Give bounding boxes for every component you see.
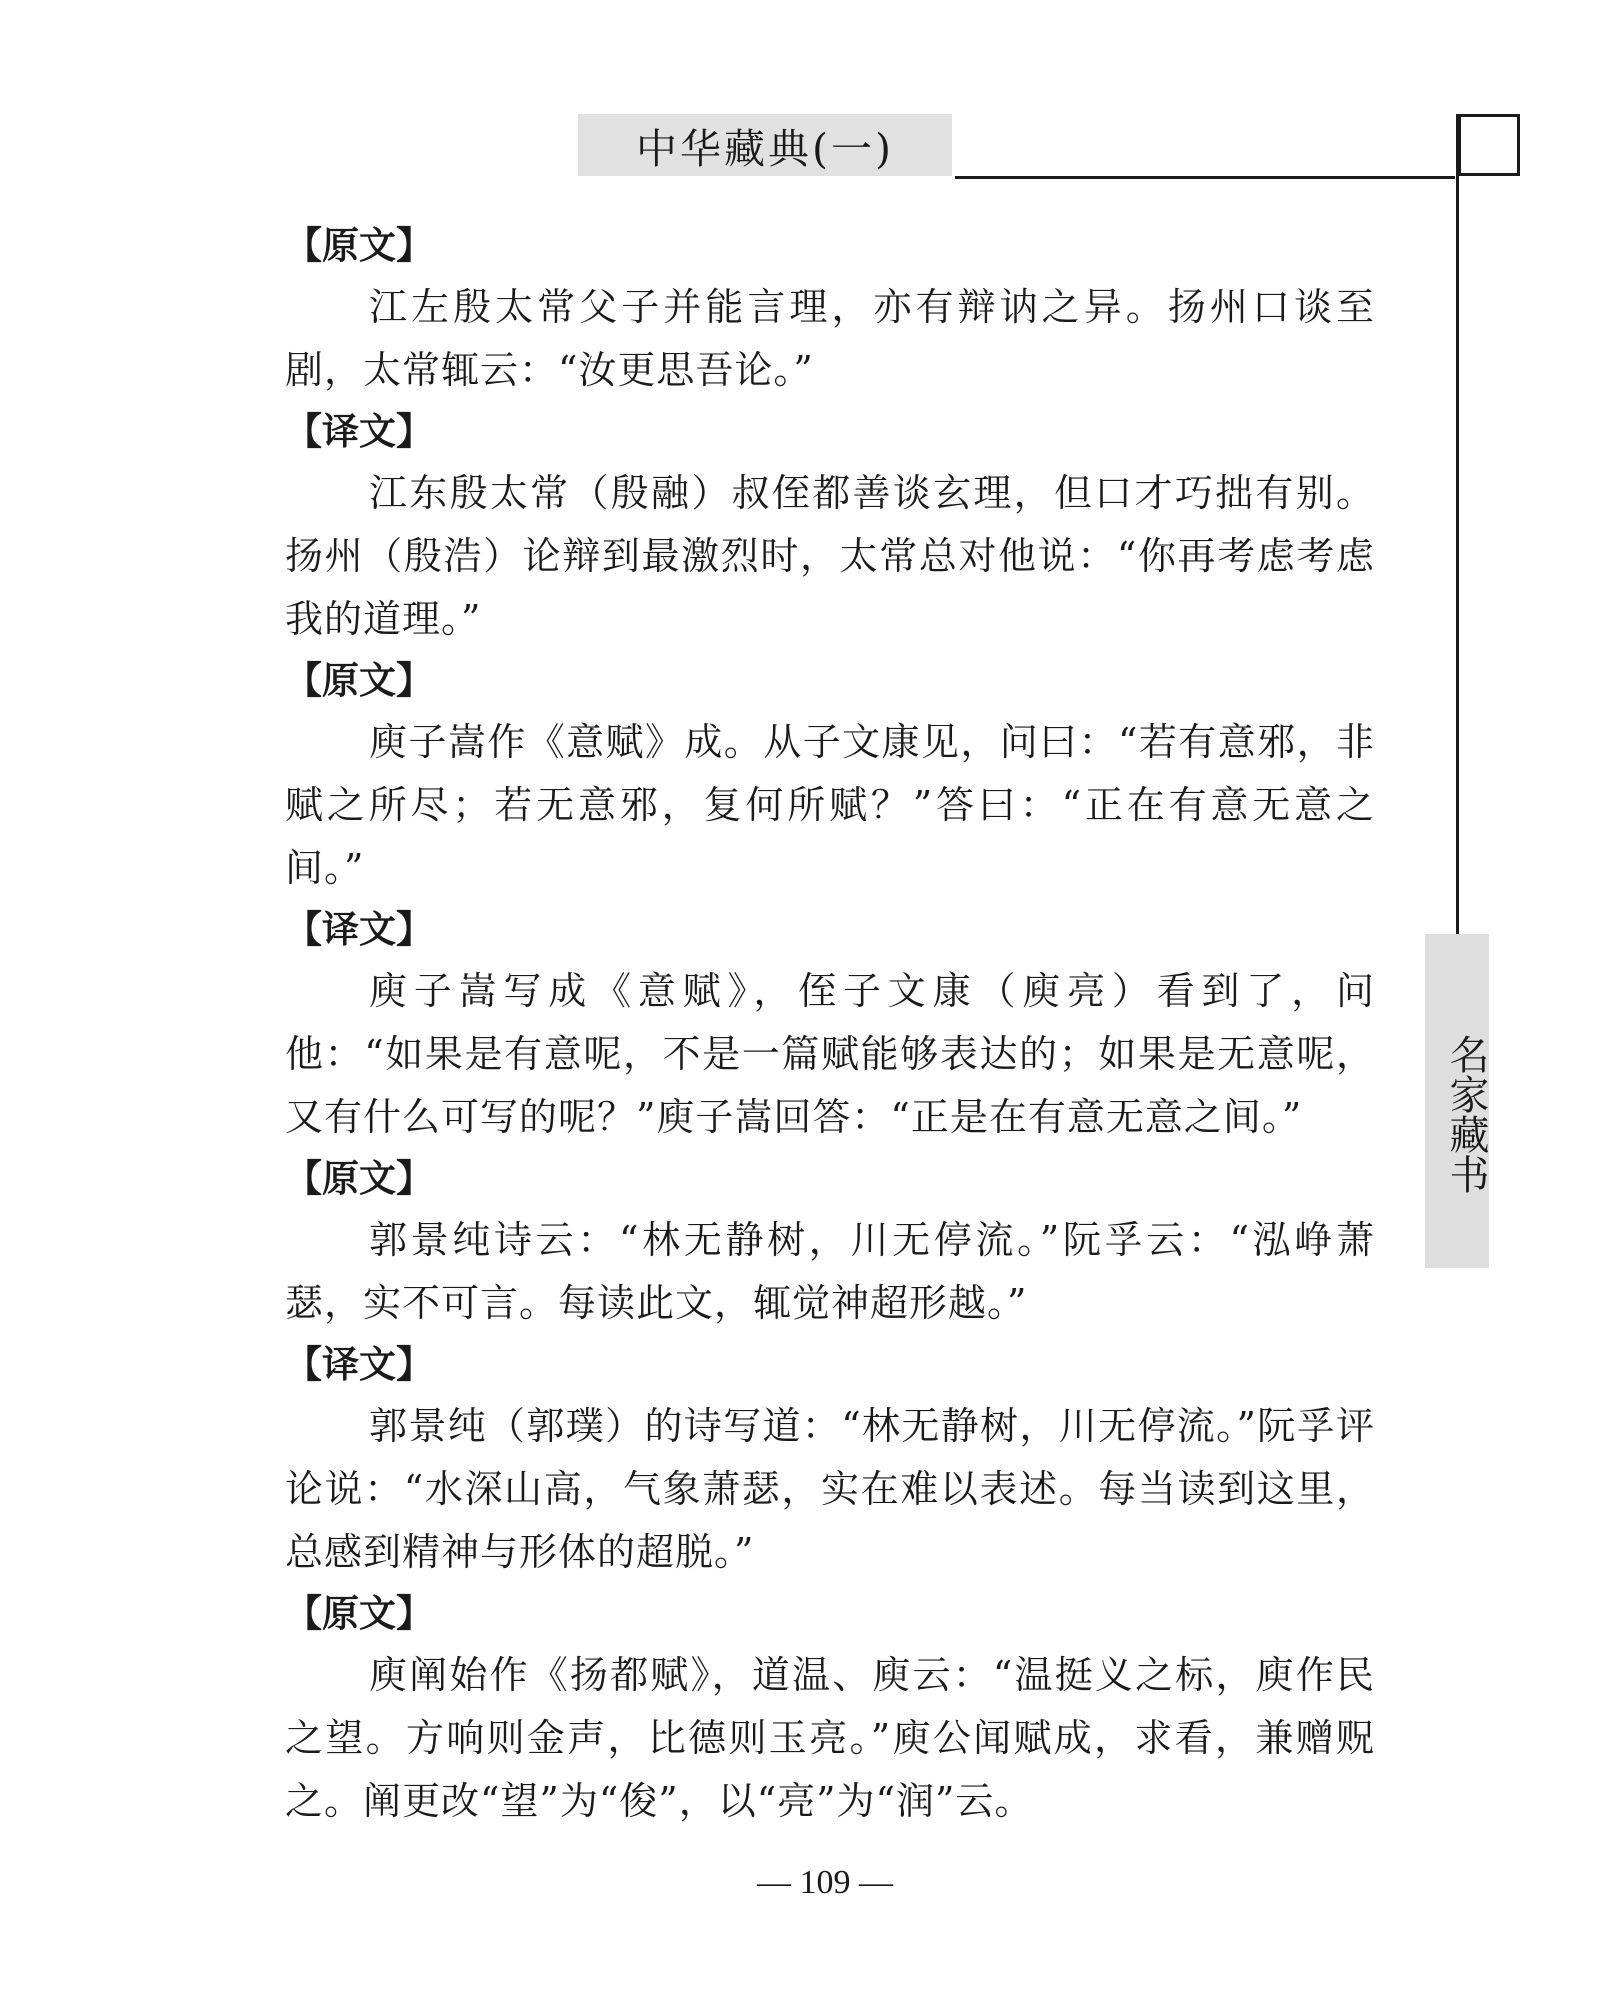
body-text [285,216,1375,1833]
section-text-original: 江左殷太常父子并能言理，亦有辩讷之异。扬州口谈至剧，太常辄云：“汝更思吾论。” [285,285,1375,392]
section-text-translation: 江东殷太常（殷融）叔侄都善谈玄理，但口才巧拙有别。扬州（殷浩）论辩到最激烈时，太常总对他说：“你再考虑考虑我的道理。” [285,471,1375,641]
section-text-translation: 郭景纯（郭璞）的诗写道：“林无静树，川无停流。”阮孚评论说：“水深山高，气象萧瑟，实在难以表述。每当读到这里，总感到精神与形体的超脱。” [285,1404,1375,1574]
header-corner-box [1458,114,1520,176]
running-header-title: 中华藏典(一) [636,125,894,173]
header-rule [955,176,1455,179]
section-text-translation: 庾子嵩写成《意赋》，侄子文康（庾亮）看到了，问他：“如果是有意呢，不是一篇赋能够表达的；如果是无意呢，又有什么可写的呢？”庾子嵩回答：“正是在有意无意之间。” [285,969,1375,1139]
section-label-translation: 【译文】 [285,1343,433,1386]
section-label-original: 【原文】 [285,659,433,702]
section-text-original: 郭景纯诗云：“林无静树，川无停流。”阮孚云：“泓峥萧瑟，实不可言。每读此文，辄觉神超形越。” [285,1218,1375,1325]
section-label-original: 【原文】 [285,1592,433,1635]
side-tab-label: 名家藏书 [1443,1034,1489,1194]
section-text-original: 庾子嵩作《意赋》成。从子文康见，问曰：“若有意邪，非赋之所尽；若无意邪，复何所赋？”答曰：“正在有意无意之间。” [285,720,1375,890]
page-number: — 109 — [757,1864,893,1901]
section-label-translation: 【译文】 [285,410,433,453]
side-rule [1456,114,1459,934]
section-text-original: 庾阐始作《扬都赋》，道温、庾云：“温挺义之标，庾作民之望。方响则金声，比德则玉亮。”庾公闻赋成，求看，兼赠贶之。阐更改“望”为“俊”，以“亮”为“润”云。 [285,1653,1375,1823]
section-label-translation: 【译文】 [285,908,433,951]
section-label-original: 【原文】 [285,224,433,267]
section-label-original: 【原文】 [285,1157,433,1200]
